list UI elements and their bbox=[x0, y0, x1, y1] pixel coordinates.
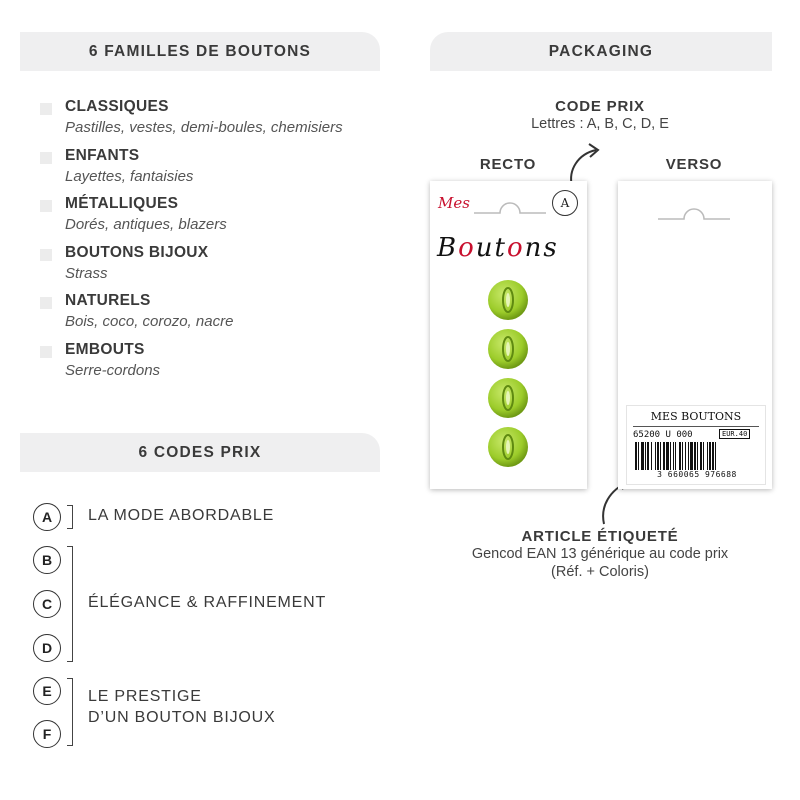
barcode-bar bbox=[673, 442, 674, 470]
brand-big-o: o bbox=[506, 233, 525, 263]
barcode-bar bbox=[647, 442, 649, 470]
family-name: EMBOUTS bbox=[65, 341, 145, 358]
barcode-bar bbox=[666, 442, 669, 470]
bullet-square bbox=[40, 346, 52, 358]
family-name: CLASSIQUES bbox=[65, 98, 169, 115]
verso-label: VERSO bbox=[665, 156, 723, 173]
barcode-bar bbox=[709, 442, 711, 470]
packaging-title: PACKAGING bbox=[548, 42, 654, 60]
family-desc: Serre-cordons bbox=[65, 362, 161, 379]
families-header bbox=[20, 32, 380, 71]
article-sub-2: (Réf. + Coloris) bbox=[551, 564, 649, 580]
green-buttons-image bbox=[483, 275, 533, 475]
codes-title: 6 CODES PRIX bbox=[138, 443, 262, 461]
barcode-bar bbox=[685, 442, 686, 470]
label-brand: MES BOUTONS bbox=[650, 410, 742, 423]
families-title: 6 FAMILLES DE BOUTONS bbox=[88, 42, 312, 60]
code-circle-c: C bbox=[33, 590, 61, 618]
packaging-header bbox=[430, 32, 772, 71]
brand-big-part: ut bbox=[475, 233, 507, 263]
bullet-square bbox=[40, 297, 52, 309]
barcode-bar bbox=[651, 442, 652, 470]
family-desc: Layettes, fantaisies bbox=[65, 168, 194, 185]
hang-slot-icon bbox=[654, 199, 734, 229]
code-badge: A bbox=[552, 190, 578, 216]
bullet-square bbox=[40, 200, 52, 212]
barcode-bar bbox=[663, 442, 665, 470]
bullet-square bbox=[40, 103, 52, 115]
code-circle-a: A bbox=[33, 503, 61, 531]
barcode-bar bbox=[657, 442, 659, 470]
bracket-ef bbox=[67, 678, 73, 746]
code-circle-d: D bbox=[33, 634, 61, 662]
bracket-a bbox=[67, 505, 73, 529]
family-desc: Pastilles, vestes, demi-boules, chemisiers bbox=[65, 119, 343, 136]
family-name: BOUTONS BIJOUX bbox=[65, 244, 209, 261]
codes-header bbox=[20, 433, 380, 472]
barcode-bar bbox=[638, 442, 639, 470]
brand-big bbox=[437, 233, 559, 263]
barcode-bar bbox=[712, 442, 714, 470]
family-desc: Dorés, antiques, blazers bbox=[65, 216, 227, 233]
label-divider bbox=[633, 426, 759, 427]
label-barcode-digits: 3 660065 976688 bbox=[657, 470, 737, 479]
family-name: MÉTALLIQUES bbox=[65, 195, 179, 212]
recto-label: RECTO bbox=[479, 156, 537, 173]
code-desc-abordable: LA MODE ABORDABLE bbox=[88, 507, 275, 524]
family-name: ENFANTS bbox=[65, 147, 140, 164]
bullet-square bbox=[40, 152, 52, 164]
barcode-bar bbox=[697, 442, 698, 470]
barcode-bar bbox=[660, 442, 661, 470]
brand-big-part: ns bbox=[524, 233, 559, 263]
barcode-bar bbox=[707, 442, 708, 470]
barcode-label bbox=[626, 405, 766, 485]
barcode-bar bbox=[645, 442, 646, 470]
barcode-bar bbox=[682, 442, 683, 470]
barcode-bar bbox=[694, 442, 696, 470]
barcode-bar bbox=[715, 442, 716, 470]
card-verso bbox=[618, 181, 772, 489]
brand-big-o: o bbox=[458, 233, 476, 263]
barcode-bar bbox=[688, 442, 689, 470]
barcode-bar bbox=[703, 442, 704, 470]
card-recto bbox=[430, 181, 587, 489]
barcode-bar bbox=[675, 442, 676, 470]
barcode-bar bbox=[641, 442, 644, 470]
code-desc-prestige-2: D’UN BOUTON BIJOUX bbox=[88, 709, 276, 726]
barcode-bar bbox=[700, 442, 702, 470]
barcode-icon bbox=[633, 442, 761, 472]
code-desc-elegance: ÉLÉGANCE & RAFFINEMENT bbox=[88, 594, 327, 611]
bullet-square bbox=[40, 249, 52, 261]
code-circle-b: B bbox=[33, 546, 61, 574]
code-prix-label: CODE PRIX bbox=[555, 98, 645, 115]
family-desc: Strass bbox=[65, 265, 108, 282]
label-price-box: EUR.40 bbox=[719, 429, 750, 439]
barcode-bar bbox=[635, 442, 637, 470]
family-name: NATURELS bbox=[65, 292, 151, 309]
family-desc: Bois, coco, corozo, nacre bbox=[65, 313, 234, 330]
article-label: ARTICLE ÉTIQUETÉ bbox=[521, 528, 679, 545]
bracket-bcd bbox=[67, 546, 73, 662]
barcode-bar bbox=[679, 442, 681, 470]
barcode-bar bbox=[670, 442, 671, 470]
hang-slot-icon bbox=[470, 193, 550, 223]
brand-small: Mes bbox=[438, 194, 470, 212]
brand-big-part: B bbox=[437, 233, 459, 263]
code-prix-sub: Lettres : A, B, C, D, E bbox=[531, 116, 669, 132]
code-circle-e: E bbox=[33, 677, 61, 705]
code-circle-f: F bbox=[33, 720, 61, 748]
article-sub-1: Gencod EAN 13 générique au code prix bbox=[471, 546, 729, 562]
code-desc-prestige-1: LE PRESTIGE bbox=[88, 688, 202, 705]
barcode-bar bbox=[655, 442, 656, 470]
barcode-bar bbox=[690, 442, 693, 470]
label-ref: 65200 U 000 bbox=[633, 430, 693, 440]
